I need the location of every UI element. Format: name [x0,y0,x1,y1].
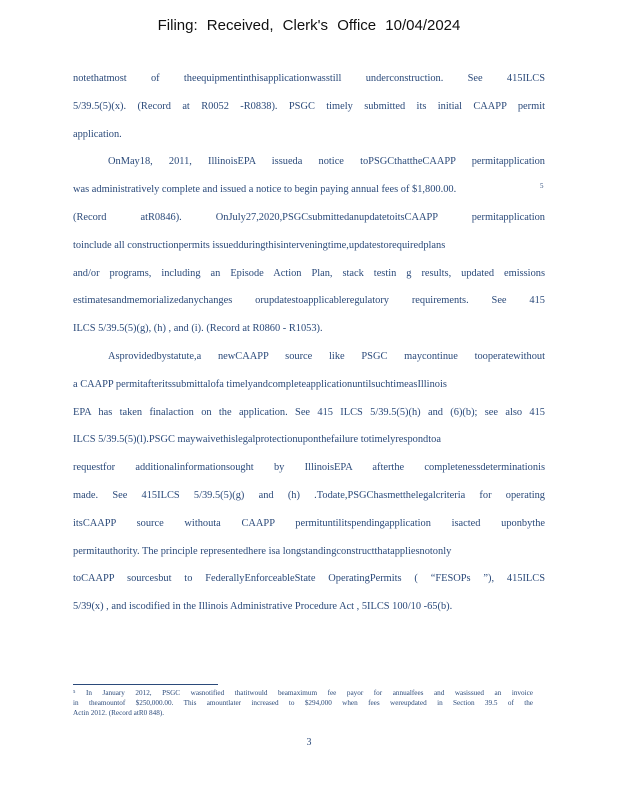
text-line: was administratively complete and issued a notice to begin paying annual fees of $1,800.00. [73,184,457,196]
text-line: EPA has taken finalaction on the application. See 415 ILCS 5/39.5(5)(h) and (6)(b); see also 415 [73,406,545,418]
text-line: Asprovidedbystatute,a newCAAPP source like PSGC maycontinue tooperatewithout [108,350,545,362]
footnote [73,689,533,718]
footnote-line: Actin 2012. (Record atR0 848). [73,708,165,717]
text-line: ILCS 5/39.5(5)(l).PSGC maywaivethislegalprotectionuponthefailure totimelyrespondtoa [73,434,441,446]
text-line: toinclude all constructionpermits issuedduringthisinterveningtime,updatestorequiredplans [73,239,446,251]
text-line: 5/39.5(5)(x). (Record at R0052 -R0838). PSGC timely submitted its initial CAAPP permit [73,100,545,112]
text-line: estimatesandmemorializedanychanges orupdatestoapplicableregulatory requirements. See 415 [73,295,545,307]
text-line: ILCS 5/39.5(5)(g), (h) , and (i). (Record at R0860 - R1053). [73,323,323,335]
footnote-divider [73,684,218,685]
text-line: (Record atR0846). OnJuly27,2020,PSGCsubmittedanupdatetoitsCAAPP permitapplication [73,211,545,223]
text-line: itsCAAPP source withouta CAAPP permituntilitspendingapplication isacted uponbythe [73,517,545,529]
footnote-reference: 5 [540,182,544,190]
text-line: OnMay18, 2011, IllinoisEPA issueda notice toPSGCthattheCAAPP permitapplication [108,156,545,168]
text-line: permitauthority. The principle representedhere isa longstandingconstructthatappliesnotonly [73,545,452,557]
body-text [73,69,545,625]
text-line: requestfor additionalinformationsought by IllinoisEPA afterthe completenessdeterminationis [73,462,545,474]
text-line: notethatmost of theequipmentinthisapplicationwasstill underconstruction. See 415ILCS [73,73,545,84]
filing-header: Filing: Received, Clerk's Office 10/04/2024 [157,17,461,34]
text-line: and/or programs, including an Episode Action Plan, stack testin g results, updated emissions [73,267,545,279]
page-number: 3 [306,737,312,748]
text-line: made. See 415ILCS 5/39.5(5)(g) and (h) .Todate,PSGChasmetthelegalcriteria for operating [73,489,545,501]
text-line: a CAAPP permitafteritssubmittalofa timelyandcompleteapplicationuntilsuchtimeasIllinois [73,378,447,390]
footnote-line: in theamountof $250,000.00. This amountlater increased to $294,000 when fees wereupdated in Section 39.5 of the [73,698,533,707]
text-line: toCAAPP sourcesbut to FederallyEnforceableState OperatingPermits ( “FESOPs ”), 415ILCS [73,573,545,585]
footnote-line: ⁵ In January 2012, PSGC wasnotified thatitwould beamaximum fee payor for annualfees and wasissued an invoice [73,689,533,697]
text-line: 5/39(x) , and iscodified in the Illinois Administrative Procedure Act , 5ILCS 100/10 -65(b). [73,601,453,613]
text-line: application. [73,128,122,140]
